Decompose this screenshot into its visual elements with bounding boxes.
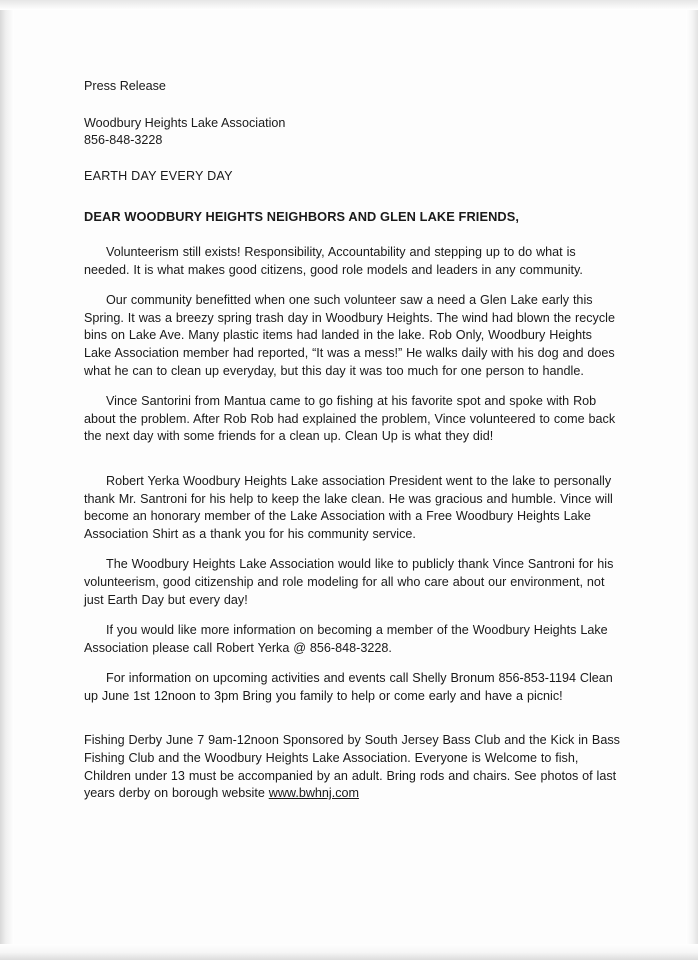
body-paragraph-4: Robert Yerka Woodbury Heights Lake association President went to the lake to personally thank Mr. Santroni for his help to keep the lake clean. He was gracious and humble. Vince will become an honorary member of the Lake Association with a Free Woodbury Heights Lake Association Shirt as a thank you for his community service.	[84, 473, 613, 541]
body-paragraph-7: For information on upcoming activities and events call Shelly Bronum 856-853-1194 Clean up June 1st 12noon to 3pm Bring you family to help or come early and have a picnic!	[84, 671, 613, 703]
body-paragraph-3: Vince Santorini from Mantua came to go fishing at his favorite spot and spoke with Rob about the problem. After Rob Rob had explained the problem, Vince volunteered to come back the next day with some friends for a clean up. Clean Up is what they did!	[84, 394, 616, 444]
scan-edge-top	[0, 0, 698, 10]
spacer	[84, 183, 620, 209]
scan-edge-right	[686, 0, 698, 960]
body-paragraph-1: Volunteerism still exists! Responsibility, Accountability and stepping up to do what is needed. It is what makes good citizens, good role models and leaders in any community.	[84, 245, 583, 277]
organization-name: Woodbury Heights Lake Association	[84, 116, 286, 130]
body-paragraph-6: If you would like more information on becoming a member of the Woodbury Heights Lake Association please call Robert Yerka @ 856-848-3228.	[84, 623, 608, 655]
subject-line: EARTH DAY EVERY DAY	[84, 169, 233, 183]
doc-type-label: Press Release	[84, 79, 166, 93]
organization-phone: 856-848-3228	[84, 133, 163, 147]
spacer	[84, 95, 620, 115]
spacer	[84, 224, 620, 244]
scan-edge-left	[0, 0, 14, 960]
borough-website-link[interactable]: www.bwhnj.com	[268, 786, 360, 801]
closing-paragraph	[84, 732, 620, 802]
salutation-line: DEAR WOODBURY HEIGHTS NEIGHBORS AND GLEN LAKE FRIENDS,	[84, 209, 520, 224]
spacer	[84, 149, 620, 169]
scan-edge-bottom	[0, 944, 698, 960]
body-paragraph-2: Our community benefitted when one such volunteer saw a need a Glen Lake early this Spring. It was a breezy spring trash day in Woodbury Heights. The wind had blown the recycle bins on Lake Ave. Many plastic items had landed in the lake. Rob Only, Woodbury Heights Lake Association member had reported, “It was a mess!” He walks daily with his dog and does what he can to clean up everyday, but this day it was too much for one person to handle.	[84, 293, 615, 378]
document-body	[84, 78, 620, 816]
body-paragraph-5: The Woodbury Heights Lake Association would like to publicly thank Vince Santroni for his volunteerism, good citizenship and role modeling for all who care about our environment, not just Earth Day but every day!	[84, 557, 614, 607]
closing-text: Fishing Derby June 7 9am-12noon Sponsored by South Jersey Bass Club and the Kick in Bass Fishing Club and the Woodbury Heights Lake Association. Everyone is Welcome to fish, Children under 13 must be accompanied by an adult. Bring rods and chairs. See photos of last years derby on borough website	[84, 733, 620, 801]
spacer	[84, 459, 620, 473]
spacer	[84, 718, 620, 732]
